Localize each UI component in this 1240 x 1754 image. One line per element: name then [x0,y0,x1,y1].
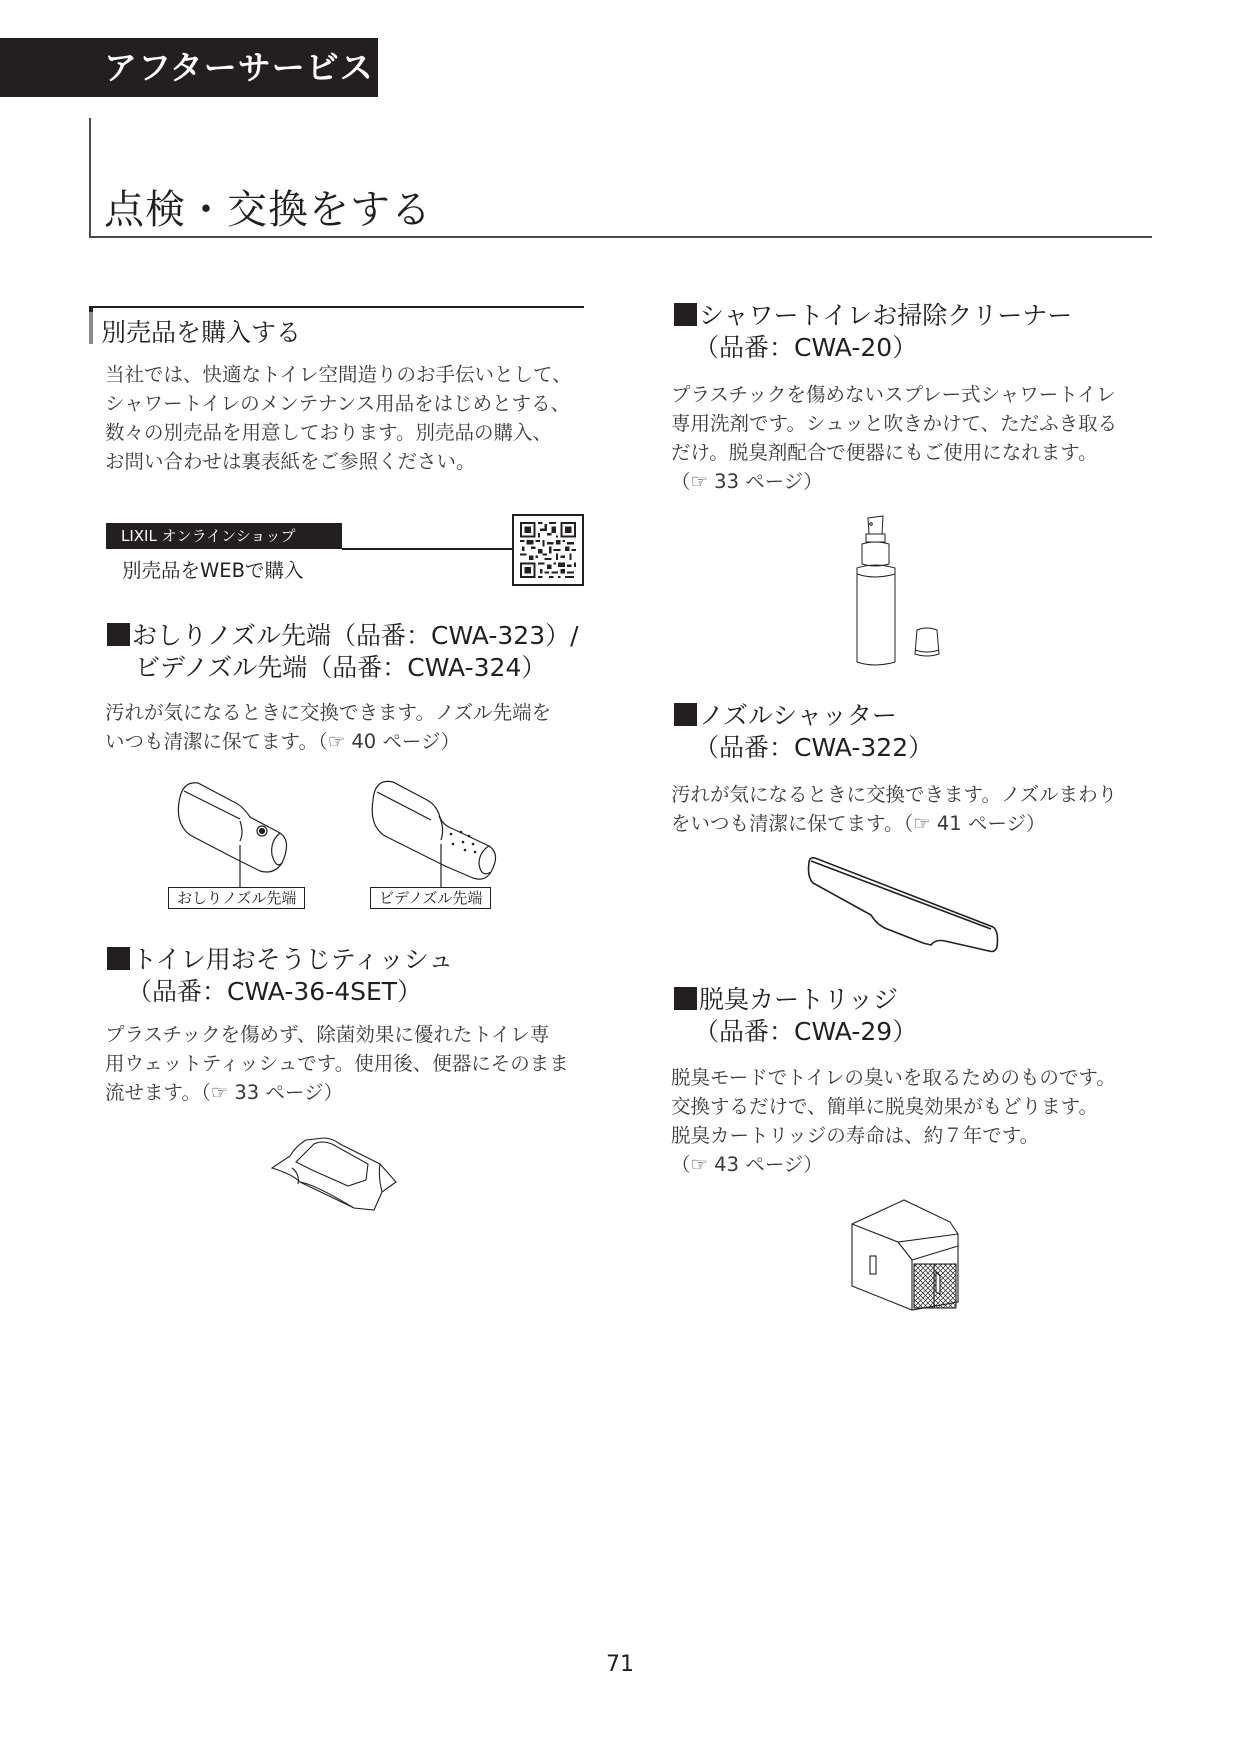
description-line: （☞ 43 ページ） [671,1153,823,1176]
oshiri-nozzle-illustration [170,775,310,890]
product-heading-deodorizer [674,984,917,1048]
description-line: 脱臭カートリッジの寿命は、約７年です。 [671,1124,1040,1147]
heading-line: （品番：CWA-20） [694,333,918,362]
heading-line: ビデノズル先端（品番：CWA-324） [135,653,547,682]
heading-line: おしりノズル先端（品番：CWA-323）/ [132,621,579,650]
intro-line: 数々の別売品を用意しております。別売品の購入、 [105,421,552,444]
online-shop-tag: LIXIL オンラインショップ [106,523,342,549]
description-line: いつも清潔に保てます。（☞ 40 ページ） [105,730,460,753]
product-description-deodorizer [671,1063,1116,1179]
qr-code-icon[interactable] [512,514,584,586]
description-line: 専用洗剤です。シュッと吹きかけて、ただふき取る [671,412,1118,435]
bullet-square-icon [674,303,697,326]
bullet-square-icon [674,987,697,1010]
description-line: プラスチックを傷めないスプレー式シャワートイレ [671,383,1116,406]
description-line: 流せます。（☞ 33 ページ） [105,1081,343,1104]
intro-line: お問い合わせは裏表紙をご参照ください。 [105,450,476,473]
description-line: 汚れが気になるときに交換できます。ノズルまわり [671,783,1118,806]
bullet-square-icon [674,703,697,726]
tissue-pack-illustration [270,1132,400,1217]
page-number: 71 [606,1652,634,1677]
bullet-square-icon [107,623,130,646]
product-heading-tissue [107,944,453,1008]
bullet-square-icon [107,947,130,970]
description-line: 交換するだけで、簡単に脱臭効果がもどります。 [671,1095,1099,1118]
description-line: 汚れが気になるときに交換できます。ノズル先端を [105,701,552,724]
heading-line: （品番：CWA-322） [694,733,934,762]
product-description-tissue [105,1020,569,1107]
spray-bottle-illustration [855,512,945,667]
heading-line: ノズルシャッター [699,701,897,730]
intro-text [105,360,572,476]
product-heading-nozzle-tip [107,620,579,684]
section-heading: 別売品を購入する [101,318,302,347]
description-line: （☞ 33 ページ） [671,470,823,493]
description-line: をいつも清潔に保てます。（☞ 41 ページ） [671,812,1046,835]
heading-line: シャワートイレお掃除クリーナー [699,301,1073,330]
page-title: 点検・交換をする [104,187,432,233]
product-heading-cleaner [674,300,1072,364]
heading-line: 脱臭カートリッジ [699,985,899,1014]
product-description-cleaner [671,380,1117,496]
subhead-accent-bar [89,308,93,344]
product-heading-nozzle-shutter [674,700,933,764]
subhead-accent-bar-top [89,306,93,312]
product-description-nozzle-shutter [671,780,1117,838]
heading-line: トイレ用おそうじティッシュ [132,945,454,974]
deodorizer-cartridge-illustration [848,1198,958,1313]
subhead-rule [89,306,584,308]
description-line: 脱臭モードでトイレの臭いを取るためのものです。 [671,1066,1116,1089]
caption-oshiri-nozzle: おしりノズル先端 [168,887,305,909]
heading-line: （品番：CWA-29） [694,1017,918,1046]
nozzle-shutter-illustration [805,855,1000,955]
heading-line: （品番：CWA-36-4SET） [127,977,423,1006]
online-shop-link[interactable]: 別売品をWEBで購入 [122,559,304,582]
bidet-nozzle-illustration [365,770,505,885]
intro-line: 当社では、快適なトイレ空間造りのお手伝いとして、 [105,363,572,386]
description-line: だけ。脱臭剤配合で便器にもご使用になれます。 [671,441,1098,464]
description-line: 用ウェットティッシュです。使用後、便器にそのまま [105,1052,569,1075]
product-description-nozzle-tip [105,698,551,756]
description-line: プラスチックを傷めず、除菌効果に優れたトイレ専 [105,1023,550,1046]
intro-line: シャワートイレのメンテナンス用品をはじめとする、 [105,392,571,415]
section-banner: アフターサービス [0,38,378,97]
shop-connector-line [342,548,512,550]
caption-bidet-nozzle: ビデノズル先端 [370,887,491,909]
